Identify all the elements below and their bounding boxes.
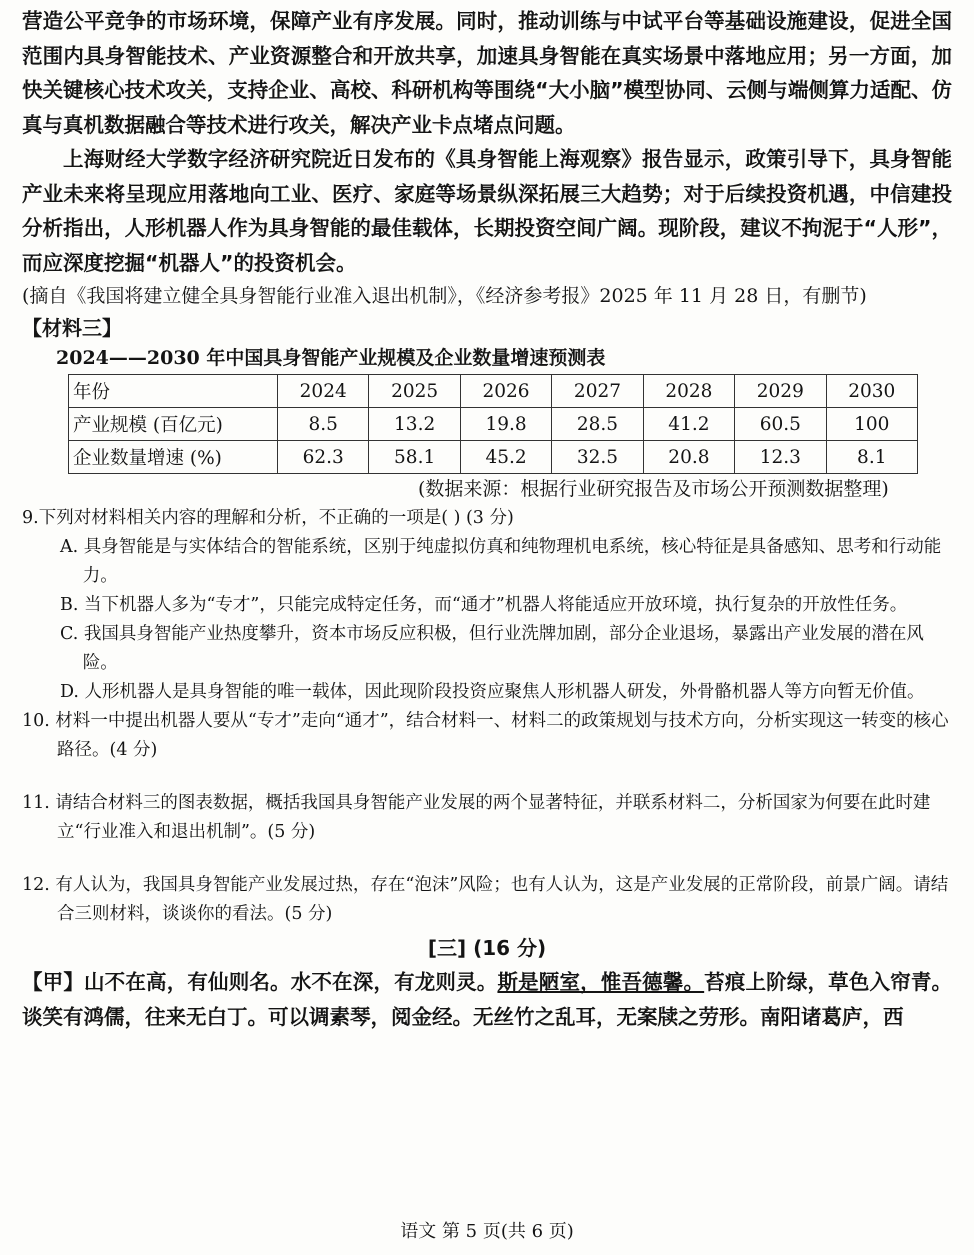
passage-text-a: 山不在高，有仙则名。水不在深，有龙则灵。 bbox=[84, 970, 498, 994]
growth-cell: 12.3 bbox=[735, 441, 826, 474]
year-cell: 2026 bbox=[460, 375, 551, 408]
question-10: 10. 材料一中提出机器人要从“专才”走向“通才”，结合材料一、材料二的政策规划与技术方向，分析实现这一转变的核心路径。(4 分) bbox=[22, 711, 949, 760]
paragraph-report: 上海财经大学数字经济研究院近日发布的《具身智能上海观察》报告显示，政策引导下，具身智能产业未来将呈现应用落地向工业、医疗、家庭等场景纵深拓展三大趋势；对于后续投资机遇，中信建投分析指出，人形机器人作为具身智能的最佳载体，长期投资空间广阔。现阶段，建议不拘泥于“人形”，而应深度挖掘“机器人”的投资机会。 bbox=[22, 147, 952, 275]
scale-cell: 100 bbox=[826, 408, 917, 441]
passage-jia bbox=[22, 965, 952, 1034]
scale-cell: 19.8 bbox=[460, 408, 551, 441]
option-a: A. 具身智能是与实体结合的智能系统，区别于纯虚拟仿真和纯物理机电系统，核心特征是具备感知、思考和行动能力。 bbox=[60, 537, 942, 586]
growth-cell: 45.2 bbox=[460, 441, 551, 474]
table-row-growth bbox=[69, 441, 918, 474]
passage-underlined: 斯是陋室，惟吾德馨。 bbox=[497, 970, 705, 994]
year-cell: 2030 bbox=[826, 375, 917, 408]
question-11: 11. 请结合材料三的图表数据，概括我国具身智能产业发展的两个显著特征，并联系材料二，分析国家为何要在此时建立“行业准入和退出机制”。(5 分) bbox=[22, 793, 931, 842]
growth-cell: 62.3 bbox=[278, 441, 369, 474]
page-footer: 语文 第 5 页(共 6 页) bbox=[400, 1221, 574, 1242]
scale-cell: 41.2 bbox=[643, 408, 734, 441]
year-cell: 2024 bbox=[278, 375, 369, 408]
source-note: (摘自《我国将建立健全具身智能行业准入退出机制》，《经济参考报》2025 年 11 月 28 日，有删节) bbox=[22, 285, 867, 307]
growth-cell: 8.1 bbox=[826, 441, 917, 474]
section-3-heading: [三] (16 分) bbox=[427, 936, 547, 960]
forecast-table bbox=[68, 374, 918, 474]
growth-cell: 58.1 bbox=[369, 441, 460, 474]
data-source-note: (数据来源：根据行业研究报告及市场公开预测数据整理) bbox=[418, 478, 889, 500]
year-cell: 2029 bbox=[735, 375, 826, 408]
question-12: 12. 有人认为，我国具身智能产业发展过热，存在“泡沫”风险；也有人认为，这是产业发展的正常阶段，前景广阔。请结合三则材料，谈谈你的看法。(5 分) bbox=[22, 875, 949, 924]
scale-cell: 60.5 bbox=[735, 408, 826, 441]
material3-heading: 【材料三】 bbox=[22, 316, 122, 340]
option-c: C. 我国具身智能产业热度攀升，资本市场反应积极，但行业洗牌加剧，部分企业退场，暴露出产业发展的潜在风险。 bbox=[60, 624, 924, 673]
passage-label: 【甲】 bbox=[22, 970, 85, 994]
scale-cell: 28.5 bbox=[552, 408, 643, 441]
passage-text-b: 苔痕上阶绿，草色入帘青。谈笑有鸿儒，往来无白丁。可以调素琴，阅金经。无丝竹之乱耳，无案牍之劳形。南阳诸葛庐，西 bbox=[22, 970, 953, 1029]
growth-cell: 20.8 bbox=[643, 441, 734, 474]
option-b: B. 当下机器人多为“专才”，只能完成特定任务，而“通才”机器人将能适应开放环境，执行复杂的开放性任务。 bbox=[60, 595, 908, 615]
paragraph-policy: 营造公平竞争的市场环境，保障产业有序发展。同时，推动训练与中试平台等基础设施建设，促进全国范围内具身智能技术、产业资源整合和开放共享，加速具身智能在真实场景中落地应用；另一方面，加快关键核心技术攻关，支持企业、高校、科研机构等围绕“大小脑”模型协同、云侧与端侧算力适配、仿真与真机数据融合等技术进行攻关，解决产业卡点堵点问题。 bbox=[22, 9, 952, 137]
scale-cell: 8.5 bbox=[278, 408, 369, 441]
table-row-years bbox=[69, 375, 918, 408]
table-title: 2024——2030 年中国具身智能产业规模及企业数量增速预测表 bbox=[56, 347, 606, 369]
year-cell: 2025 bbox=[369, 375, 460, 408]
scale-cell: 13.2 bbox=[369, 408, 460, 441]
row-label-scale: 产业规模 (百亿元) bbox=[69, 408, 278, 441]
row-label-growth: 企业数量增速 (%) bbox=[69, 441, 278, 474]
year-cell: 2028 bbox=[643, 375, 734, 408]
option-d: D. 人形机器人是具身智能的唯一载体，因此现阶段投资应聚焦人形机器人研发，外骨骼机器人等方向暂无价值。 bbox=[60, 682, 925, 702]
row-label-year: 年份 bbox=[69, 375, 278, 408]
table-row-scale bbox=[69, 408, 918, 441]
year-cell: 2027 bbox=[552, 375, 643, 408]
growth-cell: 32.5 bbox=[552, 441, 643, 474]
question-9: 9.下列对材料相关内容的理解和分析，不正确的一项是( ) (3 分) bbox=[22, 508, 514, 528]
